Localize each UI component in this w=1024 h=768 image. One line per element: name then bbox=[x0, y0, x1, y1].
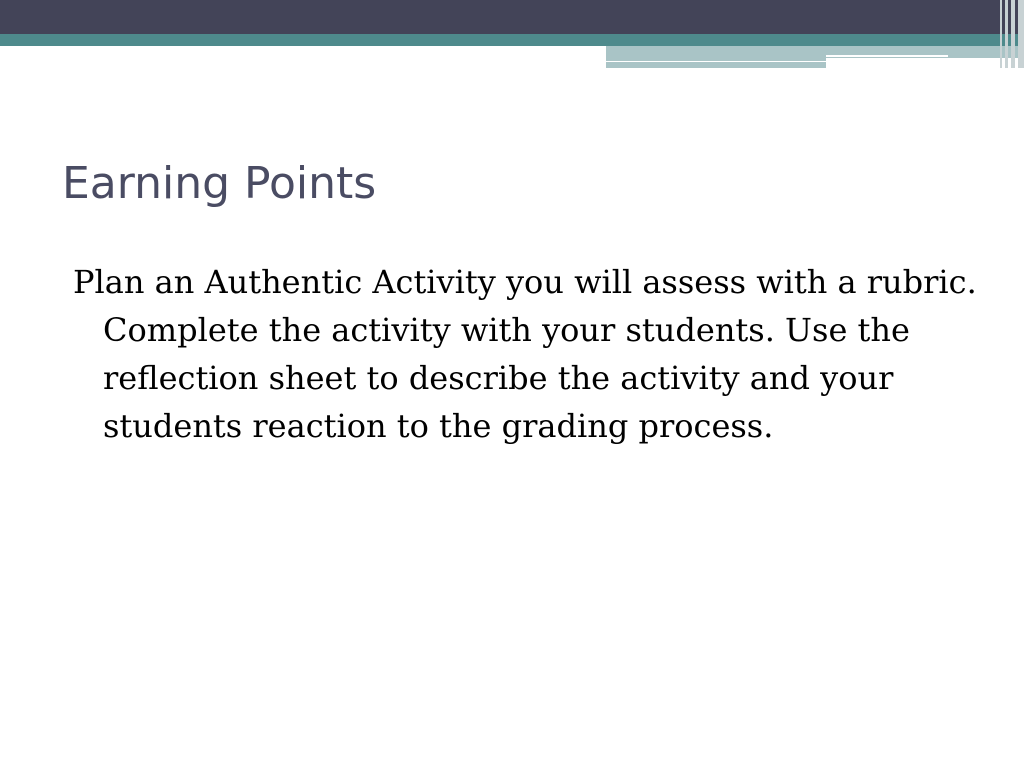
stripe bbox=[1018, 0, 1024, 68]
header-stripes bbox=[994, 0, 1024, 68]
header-band-light-strip bbox=[606, 58, 826, 61]
header-divider-line bbox=[0, 46, 606, 49]
slide-title: Earning Points bbox=[62, 158, 377, 209]
stripe bbox=[1011, 0, 1015, 68]
header-band-teal bbox=[0, 34, 1024, 46]
stripe bbox=[1000, 0, 1002, 68]
stripe bbox=[1005, 0, 1008, 68]
header-band-light bbox=[606, 46, 1024, 58]
header-band-light-strip-lower bbox=[606, 62, 826, 68]
slide-body-text: Plan an Authentic Activity you will assess with a rubric. Complete the activity with your students. Use the reflection sheet to describe the activity and your students reaction to the grading process. bbox=[73, 263, 977, 445]
header-thin-line bbox=[826, 55, 948, 57]
header-band-dark bbox=[0, 0, 1024, 34]
